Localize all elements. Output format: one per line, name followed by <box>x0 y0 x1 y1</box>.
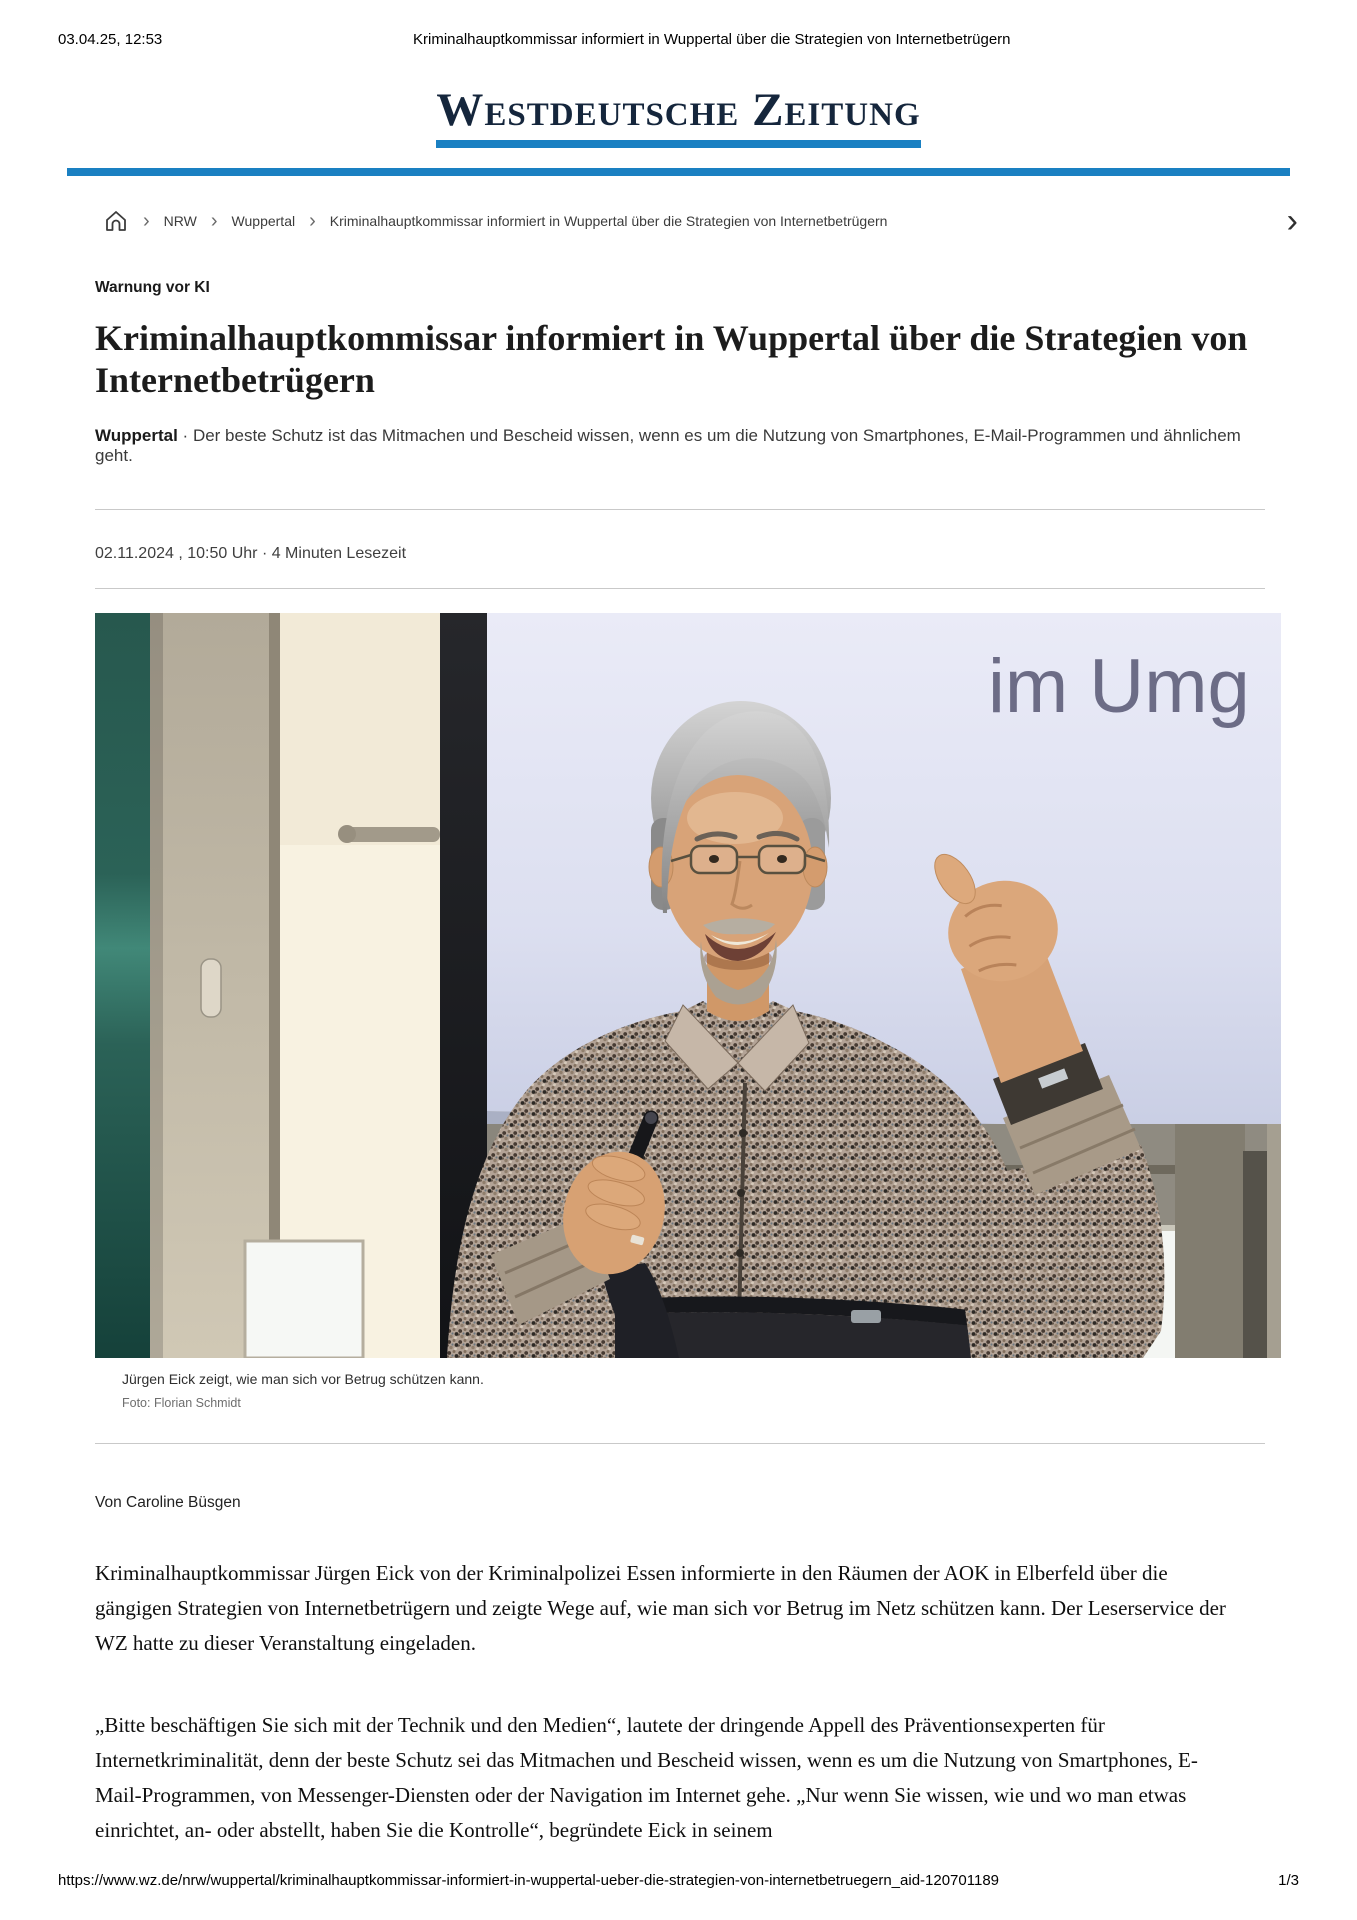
byline: Von Caroline Büsgen <box>95 1494 241 1511</box>
ear-right <box>803 847 827 887</box>
bright-window-left <box>245 1241 363 1358</box>
breadcrumb-separator-icon: › <box>309 209 316 232</box>
window-rail <box>343 827 440 842</box>
lead-separator: · <box>182 426 193 445</box>
window-rail-knob <box>338 825 356 843</box>
breadcrumb <box>95 198 1300 244</box>
window-handle <box>201 959 221 1017</box>
wz-logo[interactable] <box>436 86 920 148</box>
shirt-button <box>739 1129 747 1137</box>
photo-caption: Jürgen Eick zeigt, wie man sich vor Betrug schützen kann. <box>122 1371 484 1387</box>
eye-right <box>777 855 787 863</box>
chevron-right-icon[interactable]: › <box>1286 202 1298 240</box>
belt-buckle <box>851 1310 881 1323</box>
photo-scene <box>95 613 1281 1358</box>
breadcrumb-separator-icon: › <box>210 209 218 232</box>
print-header-datetime: 03.04.25, 12:53 <box>58 31 163 48</box>
body-paragraph: „Bitte beschäftigen Sie sich mit der Technik und den Medien“, lautete der dringende Appell des Präventionsexperten für Internetkriminalität, denn der beste Schutz sei das Mitmachen und Bescheid wissen, wenn es um die Nutzung von Smartphones, E-Mail-Programmen, von Messenger-Diensten oder der Navigation im Internet gehe. „Nur wenn Sie wissen, wie und wo man etwas einrichtet, an- oder abstellt, haben Sie die Kontrolle“, begründete Eick in seinem <box>95 1713 1198 1842</box>
divider <box>95 1443 1265 1444</box>
breadcrumb-item-nrw[interactable]: NRW <box>163 213 197 229</box>
print-footer-page-indicator: 1/3 <box>1278 1872 1299 1889</box>
publish-date: 02.11.2024 , 10:50 Uhr · 4 Minuten Lesezeit <box>95 545 407 562</box>
print-footer-url: https://www.wz.de/nrw/wuppertal/kriminalhauptkommissar-informiert-in-wuppertal-ueber-die-strategien-von-internetbetruegern_aid-120701189 <box>58 1872 1000 1889</box>
window-mullion <box>1175 1124 1245 1358</box>
shirt-button <box>736 1249 744 1257</box>
shirt-button <box>737 1189 745 1197</box>
breadcrumb-item-article[interactable]: Kriminalhauptkommissar informiert in Wuppertal über die Strategien von Internetbetrügern <box>329 213 888 229</box>
eye-left <box>709 855 719 863</box>
projection-slide-text: im Umg <box>988 644 1250 729</box>
print-header-title: Kriminalhauptkommissar informiert in Wuppertal über die Strategien von Internetbetrügern <box>413 31 1011 48</box>
divider <box>95 588 1265 589</box>
window-slot <box>1243 1151 1267 1358</box>
wz-logo-text: Westdeutsche Zeitung <box>436 84 921 136</box>
window-edge-sliver <box>1267 1124 1281 1358</box>
wz-logo-underline <box>436 140 920 148</box>
body-paragraph: Kriminalhauptkommissar Jürgen Eick von der Kriminalpolizei Essen informierte in den Räumen der AOK in Elberfeld über die gängigen Strategien von Internetbetrügern und zeigte Wege auf, wie man sich vor Betrug im Netz schützen kann. Der Leserservice der WZ hatte zu dieser Veranstaltung eingeladen. <box>95 1561 1226 1655</box>
breadcrumb-item-wuppertal[interactable]: Wuppertal <box>231 213 296 229</box>
headline: Kriminalhauptkommissar informiert in Wuppertal über die Strategien von Internetbetrügern <box>95 318 1248 400</box>
masthead <box>0 86 1357 148</box>
right-sleeve-elbow <box>995 1145 1164 1358</box>
lead-location: Wuppertal <box>95 426 178 445</box>
teal-curtain <box>95 613 150 1358</box>
pillar-shade <box>150 613 163 1358</box>
accent-divider-bar <box>67 168 1290 176</box>
photo-credit: Foto: Florian Schmidt <box>122 1396 241 1410</box>
divider <box>95 509 1265 510</box>
article-photo <box>95 613 1281 1358</box>
breadcrumb-separator-icon: › <box>143 209 150 232</box>
kicker: Warnung vor KI <box>95 279 210 296</box>
home-icon[interactable] <box>103 208 129 234</box>
pen-button <box>645 1112 657 1124</box>
lead-paragraph <box>95 426 1255 466</box>
lead-text: Der beste Schutz ist das Mitmachen und Bescheid wissen, wenn es um die Nutzung von Smartphones, E-Mail-Programmen und ähnlichem geht. <box>95 426 1241 465</box>
